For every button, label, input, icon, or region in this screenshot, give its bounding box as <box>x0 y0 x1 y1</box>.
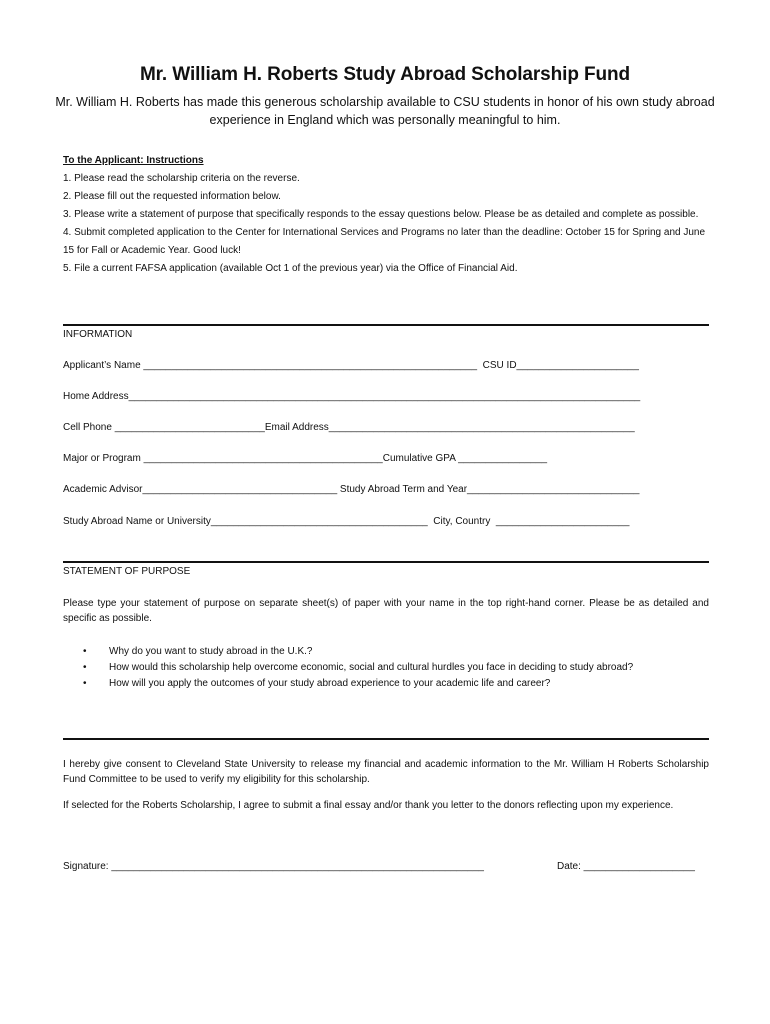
information-divider <box>63 324 709 326</box>
intro-text: Mr. William H. Roberts has made this generous scholarship available to CSU students in honor of his own study abroad experience in England which was personally meaningful to him. <box>55 95 715 127</box>
essay-question-2: • How would this scholarship help overcome economic, social and cultural hurdles you face in deciding to study abroad? <box>83 660 683 676</box>
information-label: INFORMATION <box>63 329 133 340</box>
advisor-term-field[interactable]: Academic Advisor___________________________________ Study Abroad Term and Year_______________________________ <box>63 484 640 495</box>
form-title: Mr. William H. Roberts Study Abroad Scholarship Fund <box>139 64 631 85</box>
instruction-item-4: 4. Submit completed application to the Center for International Services and Programs no later than the deadline: October 15 for Spring and June 15 for Fall or Academic Year. Good luck! <box>63 227 706 256</box>
essay-questions-list <box>83 644 683 692</box>
statement-divider <box>63 561 709 563</box>
instruction-item-2: 2. Please fill out the requested information below. <box>63 191 281 202</box>
university-city-country-field[interactable]: Study Abroad Name or University_______________________________________ City, Country ________________________ <box>63 516 630 527</box>
cell-phone-email-field[interactable]: Cell Phone ___________________________Email Address_______________________________________________________ <box>63 422 635 433</box>
major-gpa-field[interactable]: Major or Program ___________________________________________Cumulative GPA ________________ <box>63 453 548 464</box>
statement-instructions: Please type your statement of purpose on separate sheet(s) of paper with your name in the top right-hand corner. Please be as detailed and specific as possible. <box>63 598 709 624</box>
applicant-name-csu-id-field[interactable]: Applicant’s Name ____________________________________________________________ CSU ID______________________ <box>63 360 639 371</box>
essay-question-3: • How will you apply the outcomes of your study abroad experience to your academic life and career? <box>83 676 683 692</box>
instructions-heading: To the Applicant: Instructions <box>63 155 204 166</box>
date-field[interactable]: Date: ____________________ <box>557 861 695 872</box>
instruction-item-1: 1. Please read the scholarship criteria on the reverse. <box>63 173 300 184</box>
consent-text: I hereby give consent to Cleveland State University to release my financial and academic information to the Mr. William H Roberts Scholarship Fund Committee to be used to verify my eligibility for this scholarship. <box>63 759 709 785</box>
instruction-item-5: 5. File a current FAFSA application (available Oct 1 of the previous year) via the Office of Financial Aid. <box>63 263 518 274</box>
signature-field[interactable]: Signature: ___________________________________________________________________ <box>63 861 484 872</box>
agreement-text: If selected for the Roberts Scholarship, I agree to submit a final essay and/or thank you letter to the donors reflecting upon my experience. <box>63 800 674 811</box>
consent-divider <box>63 738 709 740</box>
home-address-field[interactable]: Home Address____________________________________________________________________________________________ <box>63 391 641 402</box>
statement-label: STATEMENT OF PURPOSE <box>63 566 191 577</box>
instructions-block <box>63 152 713 278</box>
instruction-item-3: 3. Please write a statement of purpose that specifically responds to the essay questions below. Please be as detailed and complete as possible. <box>63 209 699 220</box>
essay-question-1: • Why do you want to study abroad in the U.K.? <box>83 644 683 660</box>
